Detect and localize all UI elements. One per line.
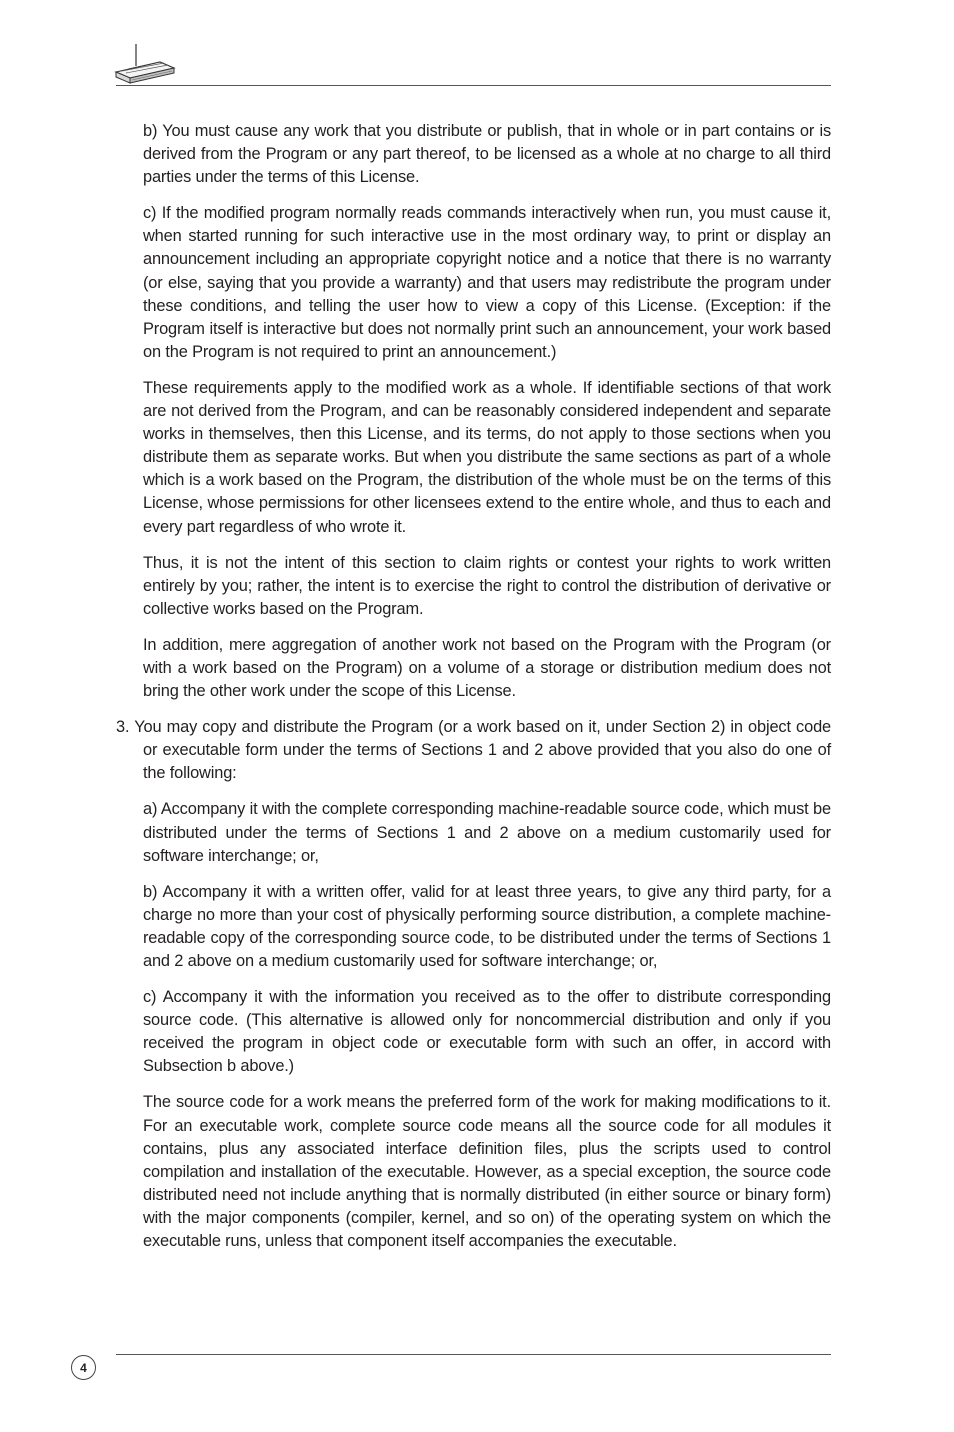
paragraph-2b: b) You must cause any work that you distribute or publish, that in whole or in part contains or is derived from the Program or any part thereof, to be licensed as a whole at no charge to all third parties under the terms of this License. <box>143 122 831 187</box>
paragraph-aggregation: In addition, mere aggregation of another work not based on the Program with the Program (or with a work based on the Program) on a volume of a storage or distribution medium does not bring the other work under the scope of this License. <box>143 635 831 701</box>
document-body <box>116 120 831 1266</box>
paragraph-3b: b) Accompany it with a written offer, valid for at least three years, to give any third party, for a charge no more than your cost of physically performing source distribution, a complete machine-readable copy of the corresponding source code, to be distributed under the terms of Sections 1 and 2 above on a medium customarily used for software interchange; or, <box>143 882 831 970</box>
paragraph-3a: a) Accompany it with the complete corresponding machine-readable source code, which must be distributed under the terms of Sections 1 and 2 above on a medium customarily used for software interchange; or, <box>143 800 831 865</box>
paragraph-3c: c) Accompany it with the information you received as to the offer to distribute corresponding source code. (This alternative is allowed only for noncommercial distribution and only if you received the program in object code or executable form with such an offer, in accord with Subsection b above.) <box>143 988 831 1076</box>
page-number-text: 4 <box>80 1360 87 1375</box>
router-icon <box>112 40 178 88</box>
section-3-heading: 3. You may copy and distribute the Program (or a work based on it, under Section 2) in object code or executable form under the terms of Sections 1 and 2 above provided that you also do one of the following: <box>116 718 831 783</box>
paragraph-source-code: The source code for a work means the preferred form of the work for making modifications to it. For an executable work, complete source code means all the source code for all modules it contains, plus any associated interface definition files, plus the scripts used to control compilation and installation of the executable. However, as a special exception, the source code distributed need not include anything that is normally distributed (in either source or binary form) with the major components (compiler, kernel, and so on) of the operating system on which the executable runs, unless that component itself accompanies the executable. <box>143 1093 831 1251</box>
header-divider <box>116 85 831 86</box>
paragraph-2c: c) If the modified program normally reads commands interactively when run, you must cause it, when started running for such interactive use in the most ordinary way, to print or display an announcement including an appropriate copyright notice and a notice that there is no warranty (or else, saying that you provide a warranty) and that users may redistribute the program under these conditions, and telling the user how to view a copy of this License. (Exception: if the Program itself is interactive but does not normally print such an announcement, your work based on the Program is not required to print an announcement.) <box>143 204 831 361</box>
page-number <box>71 1355 96 1380</box>
footer-divider <box>116 1354 831 1355</box>
paragraph-requirements: These requirements apply to the modified work as a whole. If identifiable sections of that work are not derived from the Program, and can be reasonably considered independent and separate works in themselves, then this License, and its terms, do not apply to those sections when you distribute them as separate works. But when you distribute the same sections as part of a whole which is a work based on the Program, the distribution of the whole must be on the terms of this License, whose permissions for other licensees extend to the entire whole, and thus to each and every part regardless of who wrote it. <box>143 378 831 536</box>
paragraph-intent: Thus, it is not the intent of this section to claim rights or contest your rights to work written entirely by you; rather, the intent is to exercise the right to control the distribution of derivative or collective works based on the Program. <box>143 553 831 618</box>
